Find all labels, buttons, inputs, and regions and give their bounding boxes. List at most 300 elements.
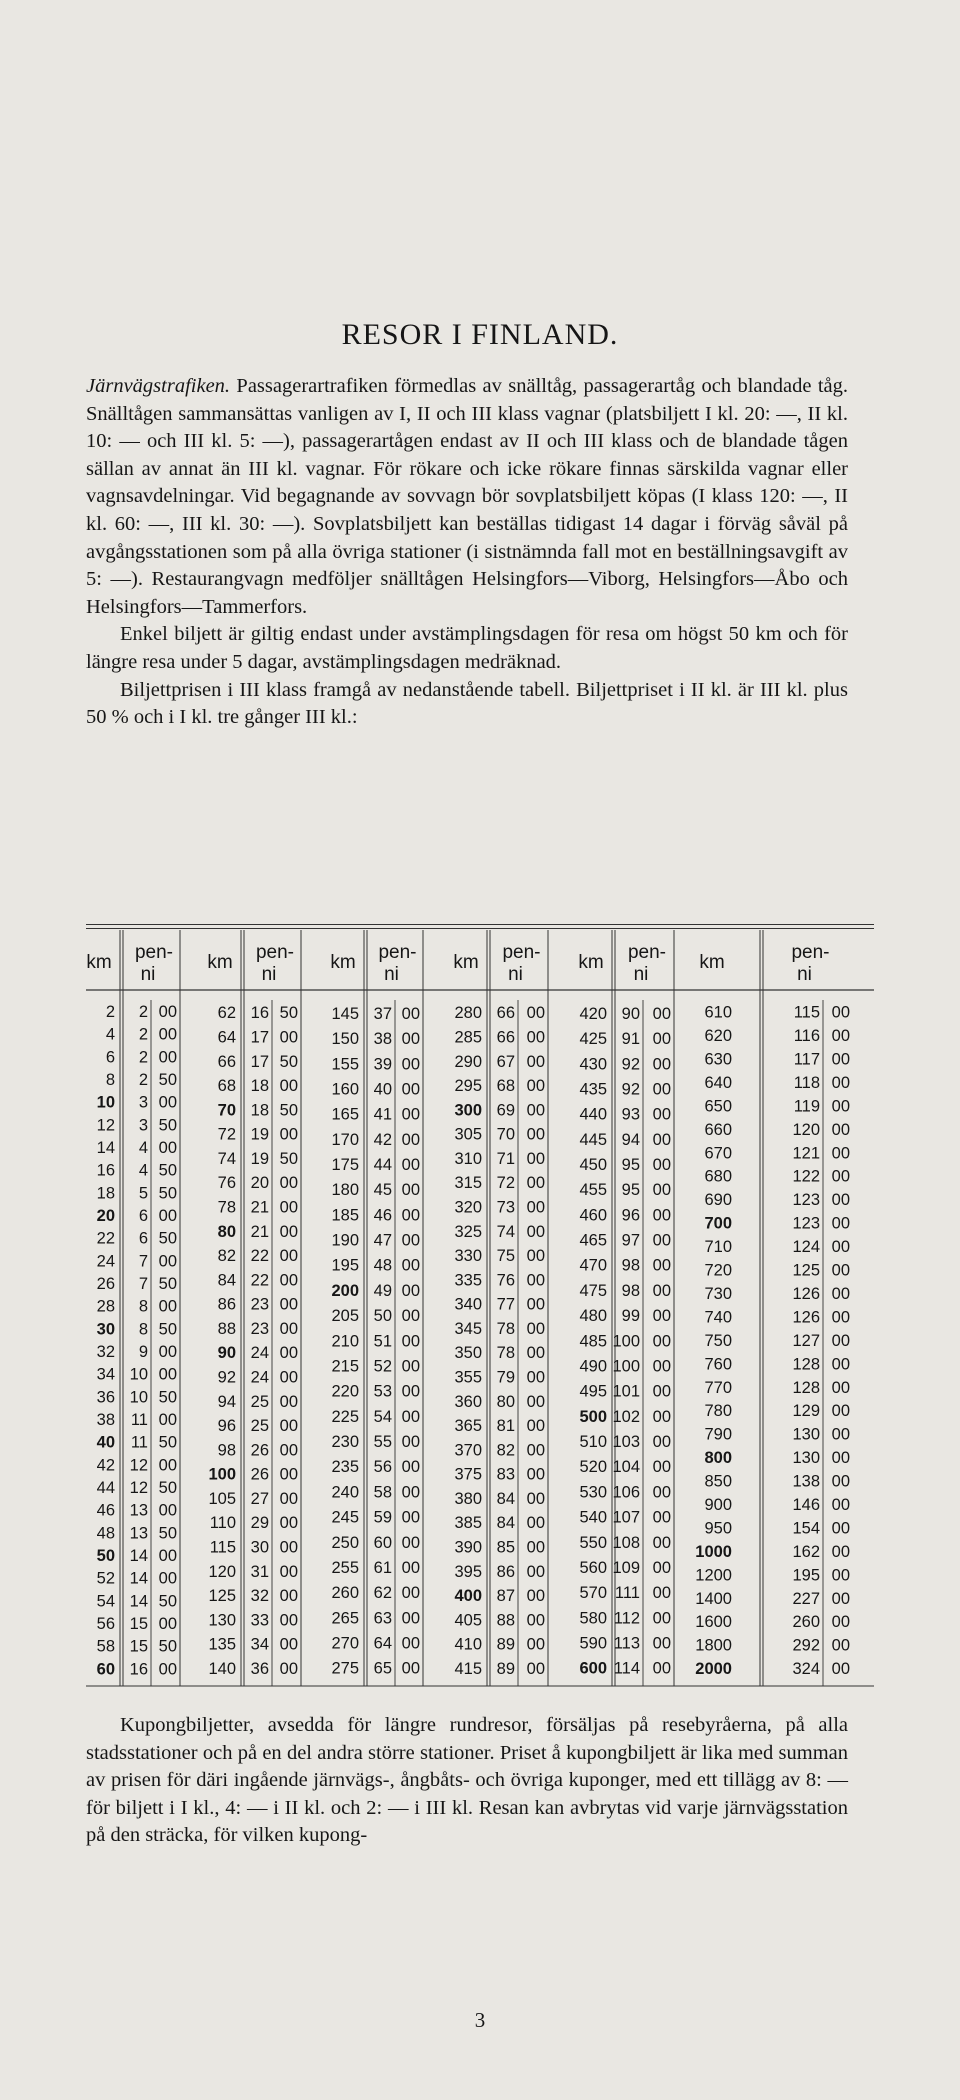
table-cell-marks: 47 xyxy=(373,1231,392,1250)
table-cell-penni: 50 xyxy=(158,1433,177,1452)
table-cell-penni: 00 xyxy=(831,1167,850,1186)
table-cell-km: 680 xyxy=(704,1167,732,1186)
table-cell-km: 10 xyxy=(96,1093,115,1112)
table-cell-km: 780 xyxy=(704,1402,732,1421)
table-cell-marks: 84 xyxy=(496,1489,515,1508)
table-cell-km: 76 xyxy=(217,1174,236,1193)
table-cell-marks: 5 xyxy=(138,1184,148,1203)
table-cell-marks: 61 xyxy=(373,1558,392,1577)
page-number: 3 xyxy=(474,2008,486,2032)
table-cell-penni: 00 xyxy=(652,1231,671,1250)
table-cell-marks: 114 xyxy=(613,1659,640,1678)
table-cell-penni: 00 xyxy=(652,1004,671,1023)
table-cell-km: 56 xyxy=(96,1615,115,1633)
table-cell-km: 460 xyxy=(579,1206,607,1225)
table-cell-marks: 25 xyxy=(250,1417,269,1436)
table-cell-penni: 00 xyxy=(831,1238,850,1257)
table-cell-marks: 195 xyxy=(792,1566,820,1585)
table-cell-marks: 127 xyxy=(792,1331,820,1350)
table-cell-penni: 50 xyxy=(158,1479,177,1497)
table-cell-km: 520 xyxy=(579,1458,607,1477)
table-cell-penni: 00 xyxy=(652,1634,671,1653)
table-cell-penni: 00 xyxy=(279,1635,298,1654)
table-cell-penni: 00 xyxy=(831,1003,850,1022)
table-cell-penni: 00 xyxy=(401,1004,420,1023)
header-price-line1: pen- xyxy=(627,942,667,963)
table-cell-km: 485 xyxy=(579,1332,607,1351)
table-cell-marks: 3 xyxy=(138,1093,148,1112)
table-cell-km: 50 xyxy=(96,1547,115,1565)
table-cell-marks: 70 xyxy=(496,1125,515,1144)
table-cell-marks: 87 xyxy=(496,1587,515,1606)
table-cell-penni: 00 xyxy=(831,1027,850,1046)
table-cell-penni: 00 xyxy=(401,1458,420,1477)
table-cell-marks: 138 xyxy=(792,1472,820,1491)
table-cell-marks: 89 xyxy=(496,1635,515,1654)
table-cell-marks: 7 xyxy=(138,1252,148,1271)
table-cell-km: 340 xyxy=(454,1295,482,1314)
table-cell-marks: 92 xyxy=(621,1080,640,1099)
table-cell-penni: 00 xyxy=(526,1174,545,1193)
table-cell-km: 770 xyxy=(704,1378,732,1397)
table-cell-penni: 00 xyxy=(279,1562,298,1581)
table-cell-marks: 154 xyxy=(792,1519,820,1538)
table-cell-km: 84 xyxy=(217,1271,236,1290)
table-cell-penni: 00 xyxy=(279,1465,298,1484)
table-cell-marks: 100 xyxy=(612,1357,640,1376)
table-cell-penni: 00 xyxy=(526,1417,545,1436)
table-cell-km: 215 xyxy=(331,1357,359,1376)
table-cell-km: 790 xyxy=(704,1425,732,1444)
table-cell-km: 175 xyxy=(331,1156,359,1174)
table-cell-penni: 00 xyxy=(158,1048,177,1067)
table-cell-km: 72 xyxy=(217,1125,236,1144)
table-cell-km: 235 xyxy=(331,1458,359,1477)
table-cell-penni: 00 xyxy=(652,1181,671,1200)
table-cell-penni: 00 xyxy=(526,1198,545,1217)
table-cell-penni: 00 xyxy=(652,1105,671,1124)
table-cell-marks: 23 xyxy=(250,1295,269,1314)
table-cell-penni: 00 xyxy=(158,1207,177,1225)
table-cell-penni: 00 xyxy=(831,1519,850,1538)
table-cell-km: 620 xyxy=(704,1027,732,1046)
table-cell-km: 380 xyxy=(454,1489,482,1508)
table-cell-marks: 41 xyxy=(373,1105,392,1124)
table-cell-penni: 00 xyxy=(652,1584,671,1603)
table-cell-km: 62 xyxy=(217,1004,236,1023)
table-cell-penni: 00 xyxy=(158,1660,177,1679)
table-cell-km: 14 xyxy=(96,1139,115,1157)
table-cell-marks: 19 xyxy=(250,1125,269,1144)
table-cell-km: 540 xyxy=(579,1508,607,1527)
table-cell-km: 700 xyxy=(704,1214,732,1233)
table-cell-marks: 67 xyxy=(496,1052,515,1071)
table-cell-km: 12 xyxy=(96,1116,115,1135)
table-cell-marks: 68 xyxy=(496,1077,515,1096)
table-cell-penni: 00 xyxy=(401,1130,420,1149)
table-cell-penni: 00 xyxy=(831,1191,850,1210)
table-cell-penni: 00 xyxy=(158,1252,177,1271)
table-cell-penni: 00 xyxy=(279,1441,298,1460)
table-cell-penni: 00 xyxy=(526,1271,545,1290)
table-cell-marks: 74 xyxy=(496,1222,515,1241)
table-cell-km: 92 xyxy=(217,1368,236,1387)
table-cell-km: 315 xyxy=(454,1174,482,1193)
table-cell-km: 115 xyxy=(209,1538,236,1557)
table-cell-km: 285 xyxy=(454,1028,482,1047)
table-cell-marks: 146 xyxy=(792,1496,820,1514)
table-cell-km: 26 xyxy=(96,1275,115,1293)
table-cell-marks: 20 xyxy=(250,1174,269,1193)
table-cell-marks: 64 xyxy=(373,1634,392,1653)
table-cell-km: 28 xyxy=(96,1297,115,1316)
table-cell-penni: 00 xyxy=(279,1198,298,1217)
table-cell-marks: 124 xyxy=(792,1238,820,1257)
table-cell-penni: 00 xyxy=(831,1308,850,1327)
table-cell-marks: 95 xyxy=(621,1156,640,1174)
table-cell-penni: 00 xyxy=(279,1319,298,1338)
table-cell-marks: 26 xyxy=(250,1441,269,1460)
table-cell-marks: 77 xyxy=(496,1295,515,1314)
table-cell-km: 590 xyxy=(579,1634,607,1653)
table-cell-km: 455 xyxy=(579,1181,607,1200)
table-cell-marks: 79 xyxy=(496,1368,515,1387)
table-cell-km: 16 xyxy=(96,1161,115,1180)
table-cell-marks: 115 xyxy=(793,1003,820,1022)
table-cell-penni: 50 xyxy=(279,1149,298,1168)
table-cell-km: 720 xyxy=(704,1261,732,1280)
table-cell-penni: 00 xyxy=(652,1206,671,1225)
table-cell-km: 1000 xyxy=(695,1542,732,1561)
table-cell-penni: 00 xyxy=(158,1501,177,1520)
table-cell-penni: 00 xyxy=(526,1441,545,1460)
table-cell-km: 490 xyxy=(579,1357,607,1376)
table-cell-km: 54 xyxy=(96,1592,115,1611)
table-cell-km: 500 xyxy=(579,1407,607,1426)
table-cell-penni: 00 xyxy=(652,1659,671,1678)
table-cell-penni: 00 xyxy=(279,1538,298,1557)
table-cell-marks: 32 xyxy=(250,1587,269,1606)
table-cell-marks: 86 xyxy=(496,1562,515,1581)
table-cell-penni: 00 xyxy=(831,1660,850,1679)
table-cell-km: 170 xyxy=(331,1130,359,1149)
table-cell-km: 355 xyxy=(454,1368,482,1387)
table-cell-km: 58 xyxy=(96,1637,115,1656)
table-cell-km: 600 xyxy=(579,1659,607,1678)
table-cell-marks: 108 xyxy=(612,1533,640,1552)
table-cell-penni: 00 xyxy=(831,1636,850,1655)
table-cell-km: 475 xyxy=(579,1281,607,1300)
table-cell-penni: 00 xyxy=(526,1028,545,1047)
table-cell-km: 385 xyxy=(454,1514,482,1533)
table-cell-penni: 00 xyxy=(401,1055,420,1074)
table-cell-penni: 00 xyxy=(526,1368,545,1387)
table-cell-penni: 00 xyxy=(652,1433,671,1452)
table-cell-marks: 73 xyxy=(496,1198,515,1217)
table-cell-penni: 00 xyxy=(831,1144,850,1163)
table-cell-marks: 40 xyxy=(373,1080,392,1099)
table-cell-penni: 00 xyxy=(652,1156,671,1174)
table-cell-km: 48 xyxy=(96,1524,115,1543)
table-cell-km: 405 xyxy=(454,1611,482,1630)
header-price-line1: pen- xyxy=(791,942,830,963)
header-km: km xyxy=(207,952,233,973)
table-cell-penni: 00 xyxy=(831,1097,850,1116)
table-cell-marks: 91 xyxy=(621,1030,640,1049)
table-cell-penni: 00 xyxy=(279,1489,298,1508)
table-cell-km: 155 xyxy=(331,1055,359,1074)
table-cell-penni: 00 xyxy=(526,1489,545,1508)
header-price-line1: pen- xyxy=(378,942,417,963)
table-cell-penni: 00 xyxy=(401,1483,420,1502)
table-cell-penni: 00 xyxy=(279,1174,298,1193)
table-cell-km: 1200 xyxy=(695,1566,732,1585)
table-cell-penni: 50 xyxy=(279,1004,298,1023)
table-cell-marks: 123 xyxy=(792,1214,820,1233)
table-cell-marks: 48 xyxy=(373,1256,392,1275)
table-cell-marks: 18 xyxy=(250,1101,269,1120)
table-cell-km: 74 xyxy=(217,1149,236,1168)
table-cell-marks: 37 xyxy=(373,1004,392,1023)
intro-paragraph-1-body: Passagerartrafiken förmedlas av snälltåg, passagerartåg och blandade tåg. Snälltågen sammansättas vanligen av I, II och III klass vagnar (platsbiljett I kl. 20: —, II kl. 10: — och III kl. 5: —), passagerartågen endast av II och III klass och de blandade tågen sällan av annat än III kl. vagnar. För rökare och icke rökare finnas särskilda vagnar eller vagnsavdelningar. Vid begagnande av sovvagn bör sovplatsbiljett köpas (I klass 120: —, II kl. 60: —, III kl. 30: —). Sovplatsbiljett kan beställas tidigast 14 dagar i förväg såväl på avgångsstationen som på alla övriga stationer (i sistnämnda fall mot en beställningsavgift av 5: —). Restaurangvagn medföljer snälltågen Helsingfors—Viborg, Helsingfors—Åbo och Helsingfors—Tammerfors. xyxy=(86,375,848,618)
table-cell-penni: 00 xyxy=(401,1407,420,1426)
table-cell-marks: 94 xyxy=(621,1130,640,1149)
header-price-line2: ni xyxy=(261,964,277,985)
table-cell-marks: 50 xyxy=(373,1307,392,1326)
table-cell-km: 240 xyxy=(331,1483,359,1502)
table-cell-marks: 103 xyxy=(612,1433,640,1452)
table-cell-marks: 45 xyxy=(373,1181,392,1200)
table-cell-marks: 65 xyxy=(373,1659,392,1678)
table-cell-penni: 00 xyxy=(831,1284,850,1303)
table-cell-marks: 123 xyxy=(792,1191,820,1210)
table-cell-marks: 27 xyxy=(250,1489,269,1508)
table-cell-km: 415 xyxy=(454,1659,482,1678)
header-price-line1: pen- xyxy=(134,942,174,963)
table-cell-km: 64 xyxy=(217,1028,236,1047)
table-cell-marks: 25 xyxy=(250,1392,269,1411)
table-cell-marks: 122 xyxy=(792,1167,820,1186)
table-cell-marks: 89 xyxy=(496,1659,515,1678)
table-cell-km: 80 xyxy=(217,1222,236,1241)
table-cell-penni: 00 xyxy=(279,1295,298,1314)
table-cell-penni: 00 xyxy=(279,1659,298,1678)
table-cell-marks: 14 xyxy=(129,1547,148,1565)
table-cell-km: 245 xyxy=(331,1508,359,1527)
table-cell-marks: 46 xyxy=(373,1206,392,1225)
table-cell-penni: 00 xyxy=(831,1449,850,1468)
table-cell-marks: 6 xyxy=(138,1229,148,1248)
table-cell-marks: 14 xyxy=(129,1569,148,1588)
table-cell-penni: 00 xyxy=(279,1514,298,1533)
table-cell-km: 410 xyxy=(454,1635,482,1654)
table-cell-marks: 13 xyxy=(129,1524,148,1543)
table-cell-km: 135 xyxy=(208,1635,236,1654)
table-cell-marks: 93 xyxy=(621,1105,640,1124)
table-cell-penni: 00 xyxy=(401,1609,420,1628)
table-cell-km: 66 xyxy=(217,1052,236,1071)
header-price-line2: ni xyxy=(633,964,649,985)
table-cell-km: 20 xyxy=(96,1207,115,1225)
table-cell-marks: 53 xyxy=(373,1382,392,1401)
table-cell-penni: 00 xyxy=(652,1609,671,1628)
table-cell-marks: 121 xyxy=(792,1144,820,1163)
table-cell-marks: 106 xyxy=(612,1483,640,1502)
table-cell-penni: 50 xyxy=(158,1320,177,1339)
table-cell-marks: 8 xyxy=(138,1320,148,1339)
table-cell-penni: 00 xyxy=(401,1156,420,1174)
table-cell-km: 280 xyxy=(454,1004,482,1023)
table-cell-km: 18 xyxy=(96,1184,115,1203)
table-cell-km: 165 xyxy=(331,1105,359,1124)
table-cell-penni: 00 xyxy=(279,1611,298,1630)
table-cell-marks: 97 xyxy=(621,1231,640,1250)
table-cell-penni: 00 xyxy=(526,1659,545,1678)
page-title: RESOR I FINLAND. xyxy=(341,318,619,351)
table-cell-km: 220 xyxy=(331,1382,359,1401)
table-cell-km: 510 xyxy=(579,1433,607,1452)
header-price-line2: ni xyxy=(384,964,399,985)
table-cell-km: 610 xyxy=(704,1003,732,1022)
table-cell-km: 94 xyxy=(217,1392,236,1411)
table-cell-penni: 00 xyxy=(279,1392,298,1411)
table-cell-marks: 62 xyxy=(373,1584,392,1603)
table-cell-marks: 90 xyxy=(621,1004,640,1023)
table-cell-penni: 00 xyxy=(401,1659,420,1678)
table-cell-penni: 50 xyxy=(158,1388,177,1407)
table-cell-penni: 00 xyxy=(652,1533,671,1552)
table-cell-marks: 66 xyxy=(496,1028,515,1047)
table-cell-marks: 88 xyxy=(496,1611,515,1630)
table-cell-penni: 00 xyxy=(526,1538,545,1557)
table-cell-penni: 00 xyxy=(401,1030,420,1049)
table-cell-penni: 00 xyxy=(831,1472,850,1491)
table-cell-marks: 58 xyxy=(373,1483,392,1502)
table-cell-penni: 00 xyxy=(158,1411,177,1429)
table-cell-marks: 24 xyxy=(250,1368,269,1387)
table-cell-km: 310 xyxy=(454,1149,482,1168)
table-cell-marks: 130 xyxy=(792,1449,820,1468)
table-cell-km: 125 xyxy=(208,1587,236,1606)
table-cell-penni: 00 xyxy=(526,1004,545,1023)
header-km: km xyxy=(86,952,112,973)
table-cell-km: 8 xyxy=(105,1071,115,1089)
table-cell-km: 32 xyxy=(96,1343,115,1361)
table-cell-penni: 00 xyxy=(526,1611,545,1630)
table-cell-marks: 126 xyxy=(792,1308,820,1327)
table-cell-marks: 44 xyxy=(373,1156,392,1174)
table-cell-marks: 128 xyxy=(792,1355,820,1374)
header-price-line2: ni xyxy=(140,964,156,985)
table-cell-km: 30 xyxy=(96,1320,115,1339)
table-cell-km: 750 xyxy=(704,1331,732,1350)
table-cell-marks: 34 xyxy=(250,1635,269,1654)
table-cell-marks: 4 xyxy=(138,1139,148,1157)
table-cell-marks: 66 xyxy=(496,1004,515,1023)
table-cell-km: 800 xyxy=(704,1449,732,1468)
table-cell-marks: 6 xyxy=(138,1207,148,1225)
table-cell-marks: 49 xyxy=(373,1281,392,1300)
table-cell-km: 42 xyxy=(96,1456,115,1475)
table-cell-marks: 51 xyxy=(373,1332,392,1351)
table-cell-km: 96 xyxy=(217,1417,236,1436)
table-cell-km: 480 xyxy=(579,1307,607,1326)
table-cell-penni: 50 xyxy=(158,1071,177,1089)
table-cell-km: 2 xyxy=(105,1003,115,1021)
table-cell-penni: 50 xyxy=(158,1637,177,1656)
table-cell-marks: 60 xyxy=(373,1533,392,1552)
table-cell-penni: 00 xyxy=(526,1635,545,1654)
table-cell-km: 440 xyxy=(579,1105,607,1124)
table-cell-penni: 00 xyxy=(526,1514,545,1533)
table-cell-km: 160 xyxy=(331,1080,359,1099)
table-cell-penni: 00 xyxy=(526,1465,545,1484)
table-cell-km: 78 xyxy=(217,1198,236,1217)
table-cell-marks: 2 xyxy=(138,1003,148,1021)
table-cell-km: 420 xyxy=(579,1004,607,1023)
table-cell-penni: 00 xyxy=(526,1052,545,1071)
table-cell-km: 550 xyxy=(579,1533,607,1552)
table-cell-penni: 00 xyxy=(652,1130,671,1149)
table-cell-km: 630 xyxy=(704,1050,732,1069)
table-cell-km: 395 xyxy=(454,1562,482,1581)
table-cell-penni: 00 xyxy=(652,1332,671,1351)
table-cell-penni: 00 xyxy=(158,1025,177,1044)
table-cell-km: 370 xyxy=(454,1441,482,1460)
table-cell-marks: 101 xyxy=(612,1382,640,1401)
table-cell-km: 270 xyxy=(331,1634,359,1653)
table-cell-km: 205 xyxy=(331,1307,359,1326)
table-cell-marks: 126 xyxy=(792,1284,820,1303)
table-cell-penni: 00 xyxy=(652,1483,671,1502)
table-cell-km: 470 xyxy=(579,1256,607,1275)
table-cell-penni: 00 xyxy=(652,1055,671,1074)
table-cell-penni: 00 xyxy=(158,1297,177,1316)
table-cell-penni: 00 xyxy=(401,1332,420,1351)
table-cell-km: 425 xyxy=(579,1030,607,1049)
table-cell-penni: 50 xyxy=(158,1116,177,1135)
table-cell-penni: 00 xyxy=(831,1613,850,1632)
table-cell-penni: 00 xyxy=(158,1547,177,1565)
table-cell-marks: 162 xyxy=(792,1542,820,1561)
intro-paragraph-3: Biljettprisen i III klass framgå av nedanstående tabell. Biljettpriset i II kl. är III kl. plus 50 % och i I kl. tre gånger III kl.: xyxy=(86,678,848,729)
table-cell-penni: 00 xyxy=(831,1050,850,1069)
table-cell-penni: 00 xyxy=(831,1566,850,1585)
table-cell-km: 6 xyxy=(105,1048,115,1067)
table-cell-km: 710 xyxy=(704,1238,732,1257)
table-cell-penni: 00 xyxy=(831,1589,850,1608)
table-cell-km: 325 xyxy=(454,1222,482,1241)
table-cell-km: 670 xyxy=(704,1144,732,1163)
table-cell-penni: 00 xyxy=(158,1003,177,1021)
table-cell-penni: 00 xyxy=(652,1508,671,1527)
table-cell-penni: 00 xyxy=(158,1139,177,1157)
table-cell-penni: 00 xyxy=(526,1295,545,1314)
table-cell-marks: 18 xyxy=(250,1077,269,1096)
table-cell-km: 360 xyxy=(454,1392,482,1411)
table-cell-marks: 30 xyxy=(250,1538,269,1557)
table-cell-penni: 00 xyxy=(831,1378,850,1397)
header-km: km xyxy=(330,952,356,973)
table-cell-marks: 55 xyxy=(373,1433,392,1452)
table-cell-km: 40 xyxy=(96,1433,115,1452)
table-cell-marks: 38 xyxy=(373,1030,392,1049)
table-cell-penni: 00 xyxy=(401,1584,420,1603)
table-cell-km: 1400 xyxy=(695,1589,732,1608)
table-cell-marks: 120 xyxy=(792,1120,820,1139)
table-cell-marks: 71 xyxy=(496,1149,515,1168)
table-cell-marks: 104 xyxy=(612,1458,640,1477)
